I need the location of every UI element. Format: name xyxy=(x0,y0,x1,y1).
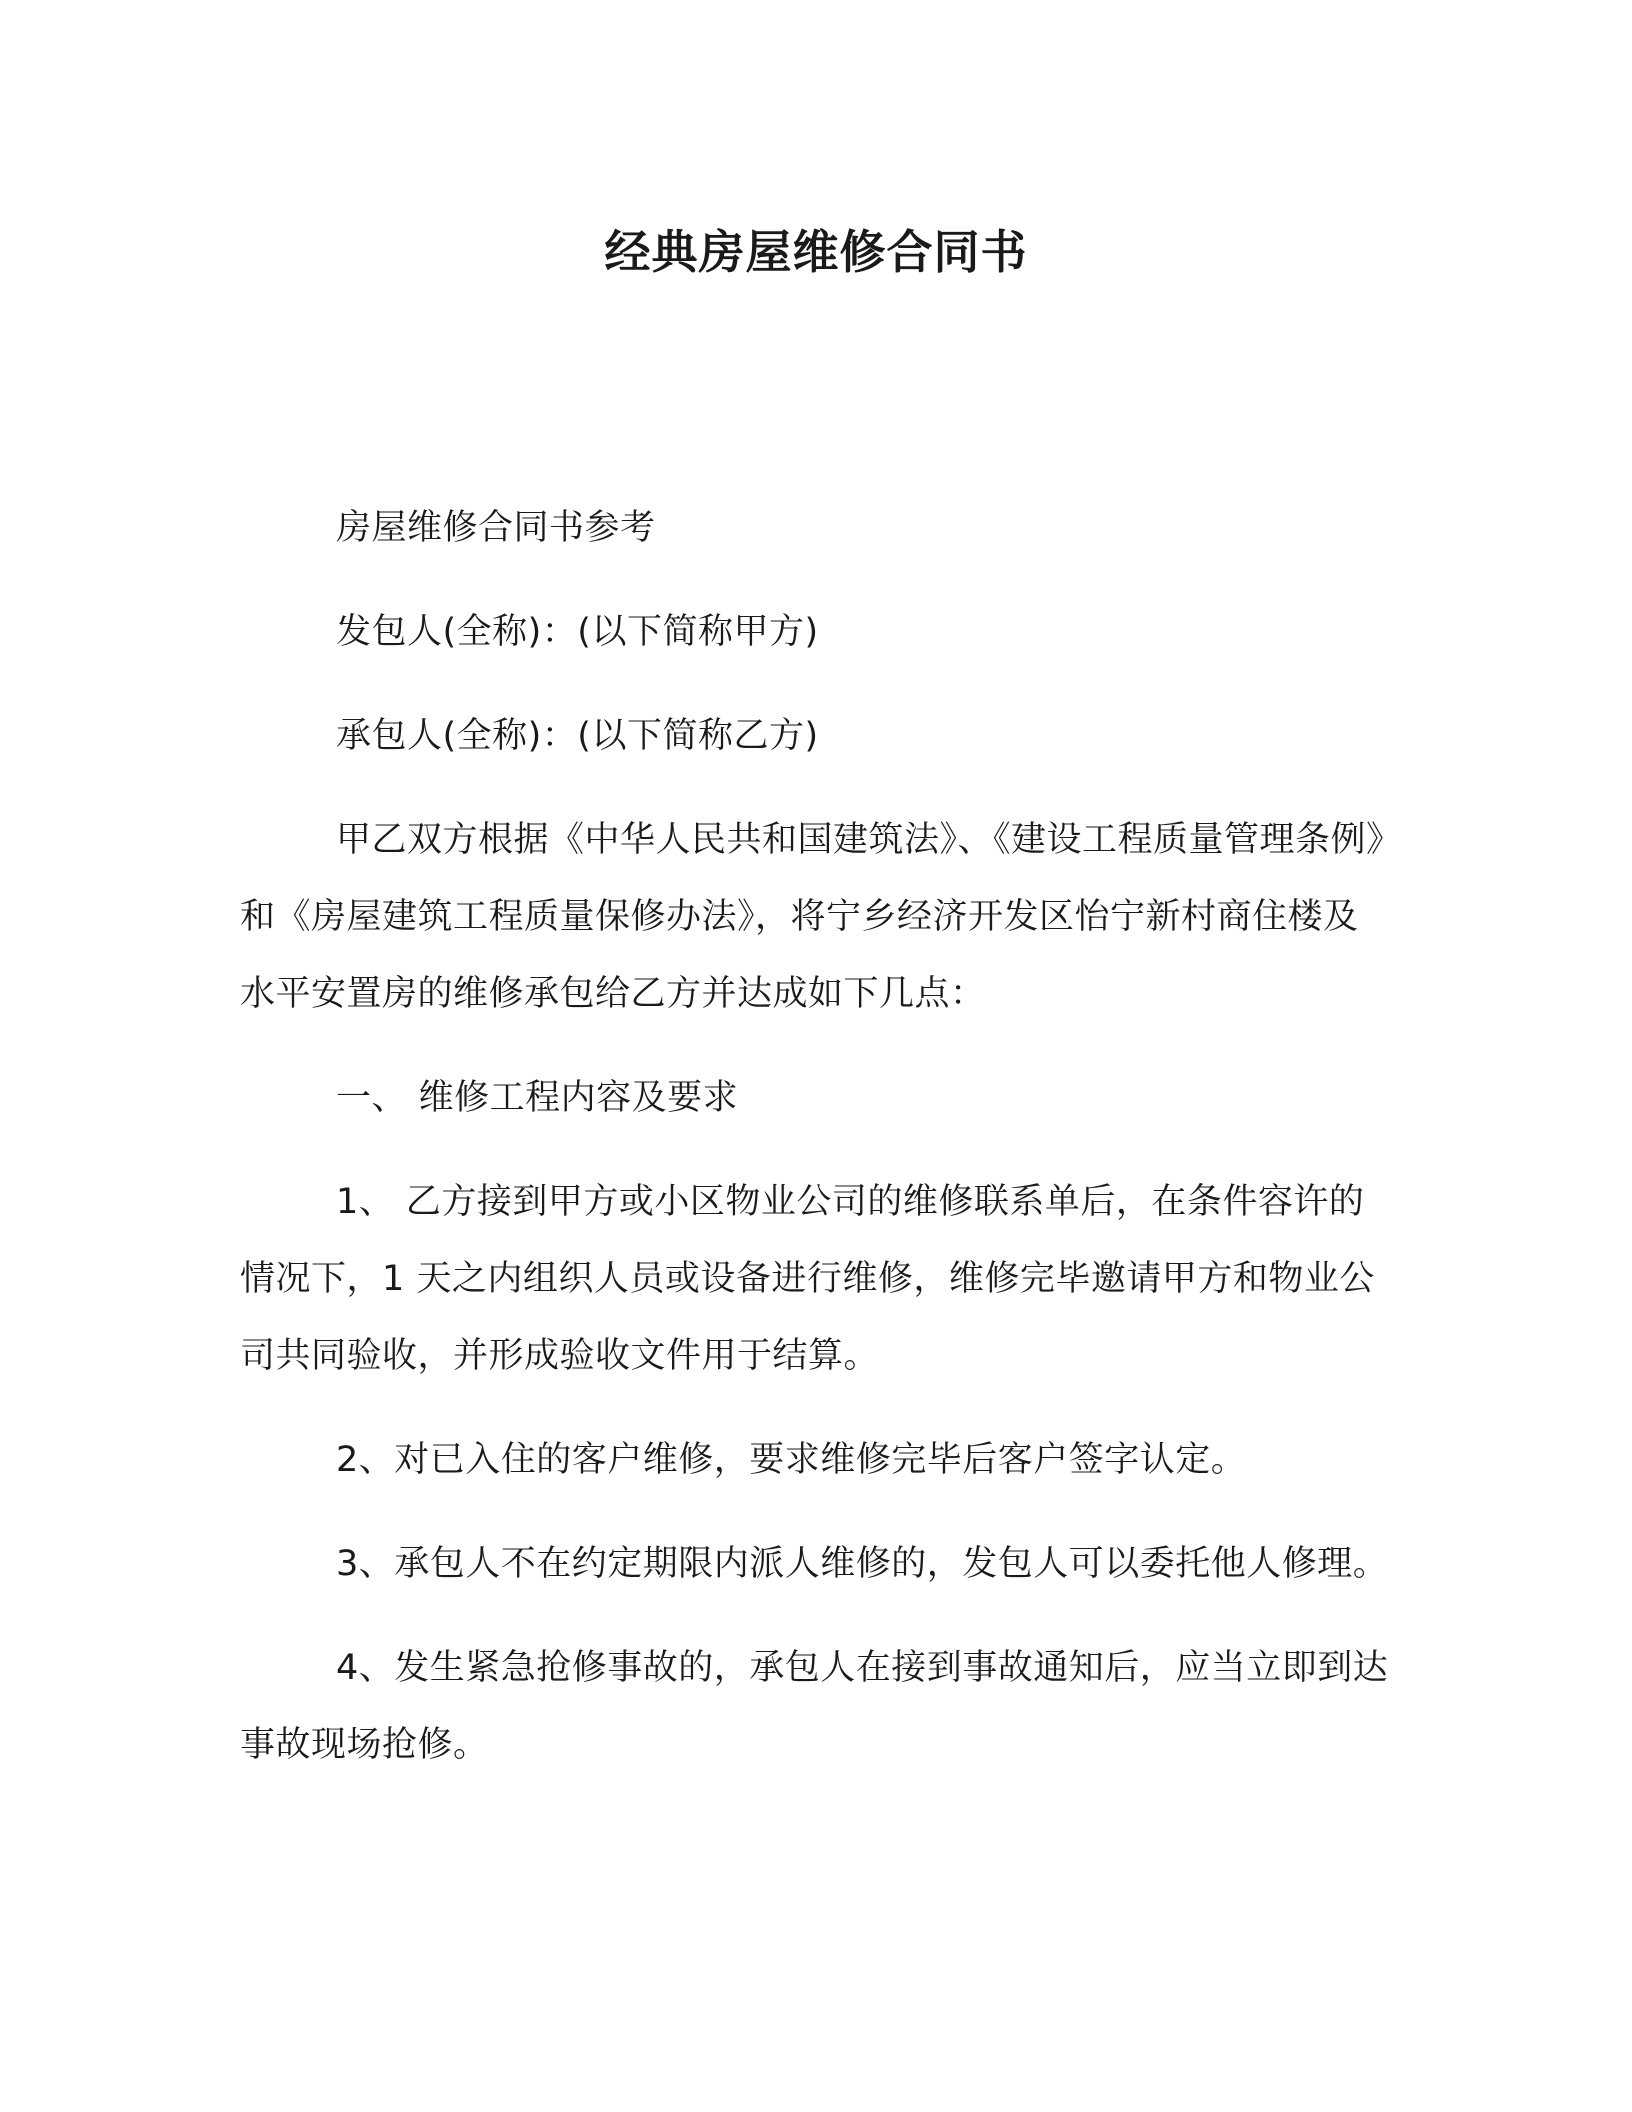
clause-4: 4、发生紧急抢修事故的，承包人在接到事故通知后，应当立即到达事故现场抢修。 xyxy=(240,1648,1389,1765)
clause-2: 2、对已入住的客户维修，要求维修完毕后客户签字认定。 xyxy=(336,1440,1247,1480)
paragraph-contractor-party-b: 承包人(全称)：(以下简称乙方) xyxy=(336,716,819,756)
paragraph-agreement-basis: 甲乙双方根据《中华人民共和国建筑法》、《建设工程质量管理条例》和《房屋建筑工程质量保修办法》，将宁乡经济开发区怡宁新村商住楼及水平安置房的维修承包给乙方并达成如下几点： xyxy=(240,820,1385,1014)
paragraph-contractor-party-a: 发包人(全称)：(以下简称甲方) xyxy=(336,612,819,652)
paragraph-subtitle: 房屋维修合同书参考 xyxy=(336,508,656,548)
clause-1: 1、 乙方接到甲方或小区物业公司的维修联系单后，在条件容许的情况下，1 天之内组织人员或设备进行维修，维修完毕邀请甲方和物业公司共同验收，并形成验收文件用于结算。 xyxy=(240,1182,1375,1376)
document-title: 经典房屋维修合同书 xyxy=(604,225,1028,279)
clause-3: 3、承包人不在约定期限内派人维修的，发包人可以委托他人修理。 xyxy=(336,1544,1389,1584)
section-heading-1: 一、 维修工程内容及要求 xyxy=(336,1078,739,1118)
document-body xyxy=(240,490,1390,1811)
